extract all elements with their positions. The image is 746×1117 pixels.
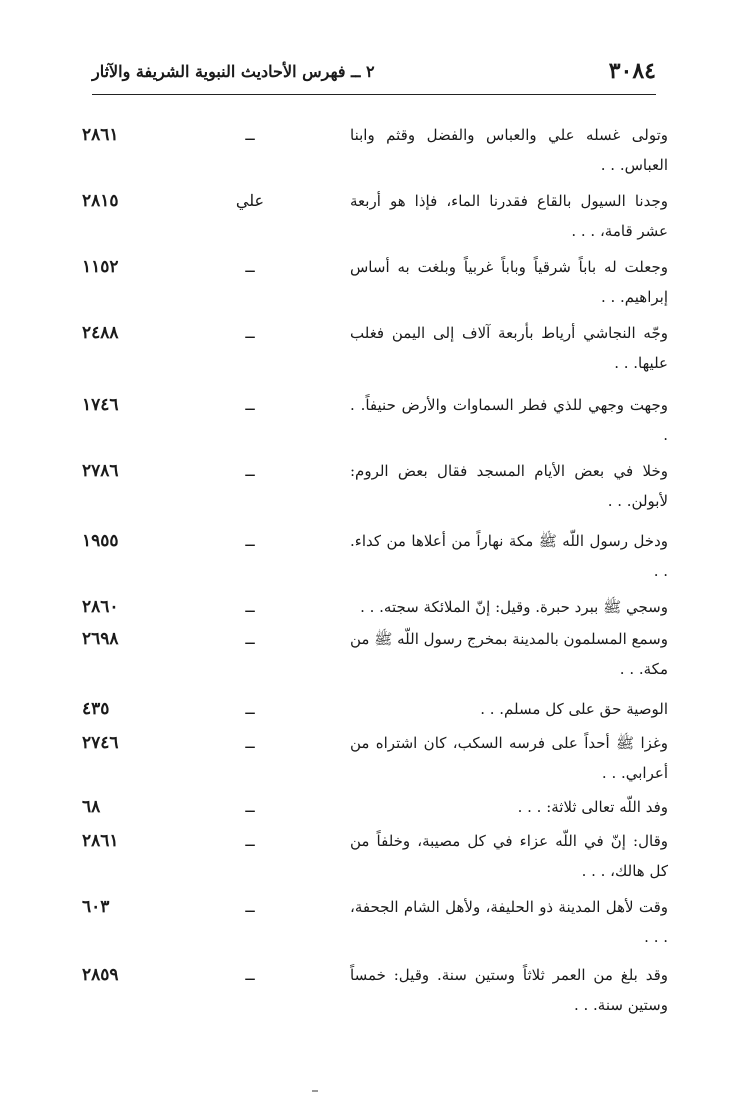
hadith-number: ٤٣٥ xyxy=(82,699,110,719)
hadith-text: وجّه النجاشي أرياط بأربعة آلاف إلى اليمن فغلب عليها. . . xyxy=(350,324,668,372)
hadith-number: ٢٨٦١ xyxy=(82,125,119,145)
hadith-text: وجعلت له باباً شرقياً وباباً غربياً وبلغت به أساس إبراهيم. . . xyxy=(350,258,668,306)
narrator: ــ xyxy=(245,965,255,984)
hadith-number: ٢٧٨٦ xyxy=(82,461,119,481)
hadith-text: الوصية حق على كل مسلم. . . xyxy=(480,700,668,718)
hadith-text: وخلا في بعض الأيام المسجد فقال بعض الروم: لأبولن. . . xyxy=(350,462,668,510)
narrator: ــ xyxy=(245,797,255,816)
hadith-text: وقد بلغ من العمر ثلاثاً وستين سنة. وقيل: خمساً وستين سنة. . . xyxy=(350,966,668,1014)
hadith-number: ٦٠٣ xyxy=(82,897,110,917)
narrator: ــ xyxy=(245,395,255,414)
hadith-number: ٢٨٦٠ xyxy=(82,597,119,617)
narrator: علي xyxy=(235,191,265,210)
narrator: ــ xyxy=(245,125,255,144)
narrator: ــ xyxy=(245,897,255,916)
hadith-text: وغزا ﷺ أحداً على فرسه السكب، كان اشتراه من أعرابي. . . xyxy=(350,734,668,782)
hadith-text: وتولى غسله علي والعباس والفضل وقثم وابنا العباس. . . xyxy=(350,126,668,174)
hadith-text: وقت لأهل المدينة ذو الحليفة، ولأهل الشام الجحفة، . . . xyxy=(350,898,668,946)
narrator: ــ xyxy=(245,629,255,648)
footer-mark xyxy=(312,1090,318,1092)
hadith-text: ودخل رسول اللّه ﷺ مكة نهاراً من أعلاها من كداء. . . xyxy=(350,532,668,580)
hadith-number: ١٧٤٦ xyxy=(82,395,119,415)
narrator: ــ xyxy=(245,831,255,850)
hadith-number: ١١٥٢ xyxy=(82,257,119,277)
narrator: ــ xyxy=(245,257,255,276)
narrator: ــ xyxy=(245,597,255,616)
hadith-text: وسجي ﷺ ببرد حبرة. وقيل: إنّ الملائكة سجته. . . xyxy=(360,598,668,616)
hadith-number: ١٩٥٥ xyxy=(82,531,119,551)
hadith-number: ٢٨٥٩ xyxy=(82,965,119,985)
hadith-text: وقال: إنّ في اللّه عزاء في كل مصيبة، وخلفاً من كل هالك، . . . xyxy=(350,832,668,880)
hadith-number: ٦٨ xyxy=(82,797,101,817)
narrator: ــ xyxy=(245,531,255,550)
hadith-text: وجهت وجهي للذي فطر السماوات والأرض حنيفاً. . . xyxy=(350,396,668,444)
hadith-number: ٢٦٩٨ xyxy=(82,629,119,649)
narrator: ــ xyxy=(245,323,255,342)
page-number: ٣٠٨٤ xyxy=(608,58,656,84)
hadith-text: وفد اللّه تعالى ثلاثة: . . . xyxy=(517,798,668,816)
hadith-number: ٢٨٦١ xyxy=(82,831,119,851)
hadith-number: ٢٧٤٦ xyxy=(82,733,119,753)
hadith-number: ٢٨١٥ xyxy=(82,191,119,211)
hadith-text: وسمع المسلمون بالمدينة بمخرج رسول اللّه ﷺ من مكة. . . xyxy=(350,630,668,678)
hadith-number: ٢٤٨٨ xyxy=(82,323,119,343)
narrator: ــ xyxy=(245,733,255,752)
running-title: ٢ ــ فهرس الأحاديث النبوية الشريفة والآثار xyxy=(92,62,375,81)
hadith-text: وجدنا السيول بالقاع فقدرنا الماء، فإذا هو أربعة عشر قامة، . . . xyxy=(350,192,668,240)
narrator: ــ xyxy=(245,461,255,480)
narrator: ــ xyxy=(245,699,255,718)
